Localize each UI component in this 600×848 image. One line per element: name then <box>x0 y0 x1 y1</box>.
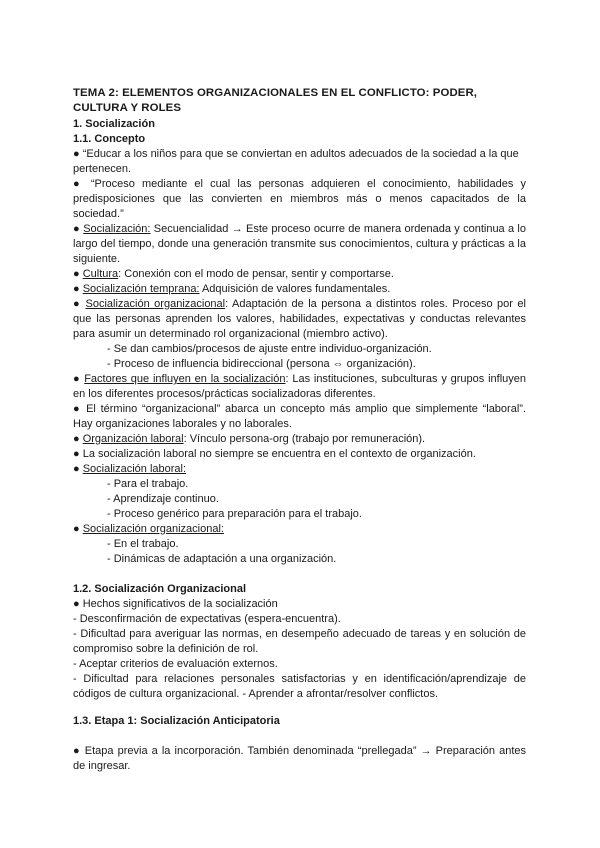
paragraph-line <box>73 372 526 387</box>
socializacion-laboral-heading <box>73 462 186 477</box>
sub-item: - Para el trabajo. <box>107 478 189 490</box>
sub-item: - Aprendizaje continuo. <box>107 493 219 505</box>
etapa-1-paragraph <box>73 744 526 759</box>
paragraph-line <box>73 297 526 312</box>
socializacion-definition <box>73 222 526 252</box>
term-factores: Factores que influyen en la socialización <box>84 373 286 385</box>
paragraph-line: predisposiciones que las convierten en miembros más o menos capacitados de la <box>73 193 526 205</box>
definition-text: Adquisición de valores fundamentales. <box>199 283 391 295</box>
paragraph-line: largo del tiempo, donde una generación transmite sus conocimientos, cultura y prácticas a la <box>73 238 526 250</box>
bullet: ● <box>73 523 83 535</box>
socializacion-temprana-definition <box>73 282 390 297</box>
paragraph-line: Hay organizaciones laborales y no laborales. <box>73 418 292 430</box>
paragraph-line: códigos de cultura organizacional. - Aprender a afrontar/resolver conflictos. <box>73 688 439 700</box>
paragraph-line: en los diferentes procesos/prácticas socializadoras diferentes. <box>73 388 376 400</box>
paragraph-line: - Dificultad para averiguar las normas, en desempeño adecuado de tareas y en solución de <box>73 628 526 640</box>
list-item: - Aceptar criterios de evaluación externos. <box>73 658 278 670</box>
list-item <box>73 627 526 642</box>
socializacion-organizacional-heading <box>73 522 224 537</box>
bullet: ● <box>73 463 83 475</box>
paragraph-line: - Dificultad para relaciones personales satisfactorias y en identificación/aprendizaje de <box>73 673 526 685</box>
definition-text: : Las instituciones, subculturas y grupos influyen <box>285 373 526 385</box>
organizacional-paragraph <box>73 402 526 417</box>
list-item: - Desconfirmación de expectativas (espera-encuentra). <box>73 613 341 625</box>
socializacion-laboral-note: ● La socialización laboral no siempre se encuentra en el contexto de organización. <box>73 448 476 460</box>
bullet: ● <box>73 373 85 385</box>
bullet: ● <box>73 433 83 445</box>
document-title: TEMA 2: ELEMENTOS ORGANIZACIONALES EN EL CONFLICTO: PODER, CULTURA Y ROLES <box>73 87 478 114</box>
paragraph-line: ● Etapa previa a la incorporación. También denominada “prellegada” → Preparación antes <box>73 745 526 757</box>
definition-text: : Vínculo persona-org (trabajo por remuneración). <box>183 433 426 445</box>
definition-text: : Conexión con el modo de pensar, sentir y comportarse. <box>118 268 394 280</box>
paragraph-line: sociedad.” <box>73 208 124 220</box>
term-socializacion-organizacional-2: Socialización organizacional: <box>82 523 224 535</box>
sub-item: - Se dan cambios/procesos de ajuste entre individuo-organización. <box>107 343 432 355</box>
socializacion-organizacional-definition <box>73 297 526 327</box>
subsection-heading-socializacion-organizacional: 1.2. Socialización Organizacional <box>73 583 247 595</box>
paragraph-line: compromiso sobre la definición de rol. <box>73 643 259 655</box>
cultura-definition <box>73 267 394 282</box>
term-socializacion: Socialización: <box>83 223 151 235</box>
sub-item: - En el trabajo. <box>107 538 179 550</box>
concept-quote-1-line: ● “Educar a los niños para que se conviertan en adultos adecuados de la sociedad a la que <box>73 148 519 160</box>
sub-item: - Proceso genérico para preparación para el trabajo. <box>107 508 362 520</box>
paragraph-line: de ingresar. <box>73 760 131 772</box>
paragraph-line: ● “Proceso mediante el cual las personas adquieren el conocimiento, habilidades y <box>73 178 526 190</box>
term-socializacion-organizacional: Socialización organizacional <box>85 298 226 310</box>
concept-quote-1-line: pertenecen. <box>73 163 132 175</box>
bullet: ● <box>73 298 86 310</box>
sub-item: - Proceso de influencia bidireccional (persona ⇔ organización). <box>107 358 416 370</box>
subsection-heading-etapa-1: 1.3. Etapa 1: Socialización Anticipatoria <box>73 715 280 727</box>
paragraph-line: ● El término “organizacional” abarca un concepto más amplio que simplemente “laboral”. <box>73 403 526 415</box>
bullet: ● <box>73 268 83 280</box>
concept-quote-2 <box>73 177 526 207</box>
bullet: ● <box>73 223 84 235</box>
term-cultura: Cultura <box>82 268 119 280</box>
subsection-heading-concepto: 1.1. Concepto <box>73 133 146 145</box>
paragraph-line: para asumir un determinado rol organizacional (miembro activo). <box>73 328 388 340</box>
sub-item: - Dinámicas de adaptación a una organización. <box>107 553 337 565</box>
bullet: ● <box>73 283 83 295</box>
paragraph-line <box>73 222 526 237</box>
definition-text: Secuencialidad → Este proceso ocurre de manera ordenada y continua a lo <box>150 223 526 235</box>
list-item <box>73 672 526 687</box>
term-socializacion-laboral: Socialización laboral: <box>82 463 187 475</box>
list-item: ● Hechos significativos de la socialización <box>73 598 278 610</box>
term-socializacion-temprana: Socialización temprana: <box>82 283 200 295</box>
organizacion-laboral-definition <box>73 432 425 447</box>
definition-text: : Adaptación de la persona a distintos roles. Proceso por el <box>225 298 526 310</box>
paragraph-line: que las personas aprenden los valores, habilidades, expectativas y conductas relevantes <box>73 313 526 325</box>
paragraph-line: siguiente. <box>73 253 121 265</box>
term-organizacion-laboral: Organización laboral <box>82 433 184 445</box>
section-heading-socializacion: 1. Socialización <box>73 118 155 130</box>
factores-paragraph <box>73 372 526 387</box>
